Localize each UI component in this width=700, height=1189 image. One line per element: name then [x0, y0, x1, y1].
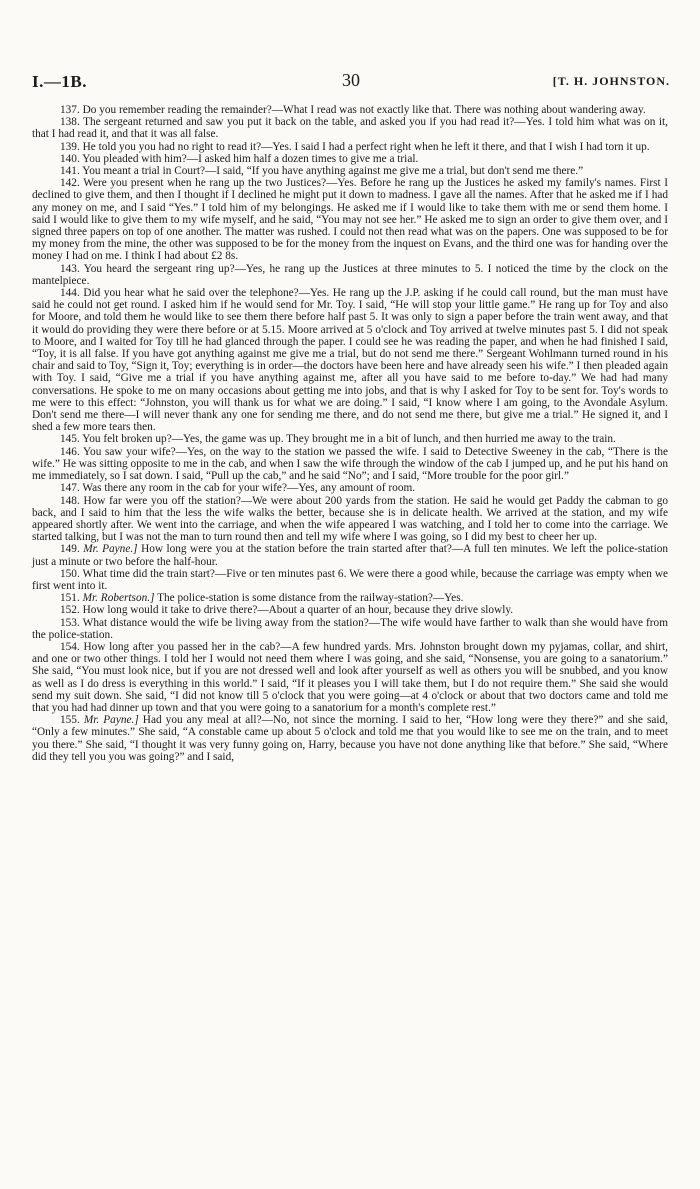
question-answer-text: What time did the train start?—Five or ten minutes past 6. We were there a good while, because the carriage was empty when we first went into it. [32, 567, 668, 592]
question-answer-text: Do you remember reading the remainder?—What I read was not exactly like that. There was nothing about wandering away. [82, 104, 646, 116]
question-paragraph [32, 641, 668, 714]
page-number: 30 [342, 70, 360, 90]
question-paragraph [32, 165, 668, 177]
question-number: 149. [60, 543, 80, 556]
question-number: 151. [60, 592, 80, 605]
question-number: 141. [60, 165, 80, 178]
question-answer-text: He told you you had no right to read it?—Yes. I said I had a perfect right when he left it there, and that I wish I had torn it up. [82, 140, 650, 153]
question-paragraph [32, 141, 668, 153]
series-code: I.—1B. [32, 72, 87, 91]
questioner-name: Mr. Robertson.] [82, 592, 155, 605]
question-number: 150. [60, 567, 80, 580]
question-paragraph [32, 116, 668, 140]
question-answer-text: What distance would the wife be living away from the station?—The wife would have farther to walk than she would have from the police-station. [32, 616, 668, 641]
question-answer-text: How long would it take to drive there?—About a quarter of an hour, because they drive slowly. [82, 604, 514, 617]
question-paragraph [32, 104, 668, 116]
question-paragraph [32, 433, 668, 445]
question-paragraph [32, 153, 668, 165]
question-number: 148. [60, 494, 80, 507]
witness-name: [T. H. JOHNSTON. [552, 74, 670, 88]
question-answer-text: You pleaded with him?—I asked him half a dozen times to give me a trial. [82, 152, 419, 165]
question-answer-text: The police-station is some distance from the railway-station?—Yes. [157, 592, 464, 605]
question-number: 138. [60, 116, 80, 129]
question-paragraph [32, 543, 668, 567]
question-paragraph [32, 592, 668, 604]
question-number: 144. [60, 287, 80, 300]
question-answer-text: Did you hear what he said over the telephone?—Yes. He rang up the J.P. asking if he could call round, but the man must have said he could not get round. I asked him if he would send for Mr. Toy. I said, “He will stop your little game.” He rang up for Toy and also for Moore, and told them he would like to see them there before half past 5. It was only to sign a paper before the train went away, and that it would do providing they were there before or at 5.15. Moore arrived at 5 o'clock and Toy arrived at twelve minutes past 5. I did not speak to Moore, and I waited for Toy till he had glanced through the paper. I could see he was reading the paper, and when he had finished I said, “Toy, it is all false. If you have got anything against me give me a trial, but do not send me there.” Sergeant Wohlmann turned round in his chair and said to Toy, “Sign it, Toy; everything is in order—the doctors have been here and have already seen his wife.” I then pleaded again with Toy. I said, “Give me a trial if you have anything against me, after all you have said to me before to-day.” We had had many conversations. He spoke to me on many occasions about getting me into jobs, and that is why I asked for Toy to be sent for. Toy's words to me were to this effect: “Johnston, you will thank us for what we are doing.” I said, “I know where I am going, to the Avondale Asylum. Don't send me there—I will never thank any one for sending me there, and do not send me there, but give me a trial.” He signed it, and I shed a few more tears then. [32, 287, 668, 434]
question-answer-text: You heard the sergeant ring up?—Yes, he rang up the Justices at three minutes to 5. I noticed the time by the clock on the mantelpiece. [32, 262, 668, 287]
question-number: 139. [60, 140, 80, 153]
question-answer-text: You meant a trial in Court?—I said, “If you have anything against me give me a trial, but don't send me there.” [82, 165, 584, 178]
question-paragraph [32, 287, 668, 433]
question-paragraph [32, 604, 668, 616]
question-number: 146. [60, 445, 80, 458]
question-number: 155. [60, 714, 80, 727]
questioner-name: Mr. Payne.] [83, 543, 138, 556]
question-number: 154. [60, 640, 80, 653]
question-number: 152. [60, 604, 80, 617]
question-paragraph [32, 263, 668, 287]
question-answer-text: How far were you off the station?—We were about 200 yards from the station. He said he would get Paddy the cabman to go back, and I said to him that the less the wife walks the better, because she is in delicate health. We arrived at the station, and my wife appeared shortly after. We went into the carriage, and when the wife appeared I was watching, and I told her to come into the carriage. We started talking, but I was not the man to turn round then and tell my wife where I was going, so I did my best to cheer her up. [32, 494, 669, 544]
question-number: 147. [60, 482, 80, 495]
question-answer-text: Were you present when he rang up the two Justices?—Yes. Before he rang up the Justices he asked my family's names. First I declined to give them, and then I thought if I declined he might put it down to madness. I gave all the names. After that he asked me if I had any money on me, and I said “Yes.” I told him of my belongings. He asked me if I would like to take them with me or send them home. I said I would like to give them to my wife myself, and he said, “You may not see her.” He asked me to sign an order to give them over, and I signed three papers on top of one another. The matter was rushed. I could not then read what was on the papers. One was supposed to be for my money from the mine, the other was supposed to be for the money from the inquest on Evans, and the third one was for handing over the money I had on me. I think I had about £2 8s. [32, 177, 669, 263]
question-number: 142. [60, 177, 80, 190]
questioner-name: Mr. Payne.] [83, 714, 139, 727]
question-number: 143. [60, 262, 80, 275]
question-paragraph [32, 495, 668, 544]
question-paragraph [32, 482, 668, 494]
question-paragraph [32, 177, 668, 262]
question-answer-text: The sergeant returned and saw you put it back on the table, and asked you if you had read it?—Yes. I told him what was on it, that I had read it, and that it was all false. [32, 116, 669, 141]
question-number: 140. [60, 152, 80, 165]
question-answer-text: How long were you at the station before the train started after that?—A full ten minutes. We left the police-station just a minute or two before the half-hour. [32, 543, 669, 568]
question-answer-text: How long after you passed her in the cab?—A few hundred yards. Mrs. Johnston brought down my pyjamas, collar, and shirt, and one or two other things. I told her I would not need them where I was going, and she said, “Nonsense, you are going to a sanatorium.” She said, “You must look nice, but if you are not dressed well and look after yourself as well as others you will be snubbed, and you know as well as I do dress is everything in this world.” I said, “If it pleases you I will take them, but I do not require them.” She said she would send my suit down. She said, “I did not know till 5 o'clock that you were going—at 4 o'clock or about that two doctors came and told me that you had had dinner up town and that you were going to a sanatorium for a month's complete rest.” [32, 640, 668, 714]
question-answer-text: Was there any room in the cab for your wife?—Yes, any amount of room. [82, 482, 416, 495]
page-header [32, 72, 670, 94]
question-number: 137. [60, 104, 80, 116]
question-answer-text: You felt broken up?—Yes, the game was up. They brought me in a bit of lunch, and then hurried me away to the train. [82, 433, 616, 446]
testimony-body [32, 104, 668, 763]
question-answer-text: You saw your wife?—Yes, on the way to the station we passed the wife. I said to Detective Sweeney in the cab, “There is the wife.” He was sitting opposite to me in the cab, and when I saw the wife through the window of the cab I jumped up, and he put his hand on me immediately, so I sat down. I said, “Pull up the cab,” and he said “No”; and I said, “More trouble for the poor girl.” [32, 445, 669, 483]
question-number: 145. [60, 433, 80, 446]
question-paragraph [32, 568, 668, 592]
question-paragraph [32, 714, 668, 763]
question-answer-text: Had you any meal at all?—No, not since the morning. I said to her, “How long were they there?” and she said, “Only a few minutes.” She said, “A constable came up about 5 o'clock and told me that you would like to see me on the train, and to meet you there.” She said, “I thought it was very funny going on, Harry, because you have not done anything like that before.” She said, “Where did they tell you you was going?” and I said, [32, 714, 668, 763]
question-paragraph [32, 617, 668, 641]
question-number: 153. [60, 616, 80, 629]
question-paragraph [32, 446, 668, 483]
